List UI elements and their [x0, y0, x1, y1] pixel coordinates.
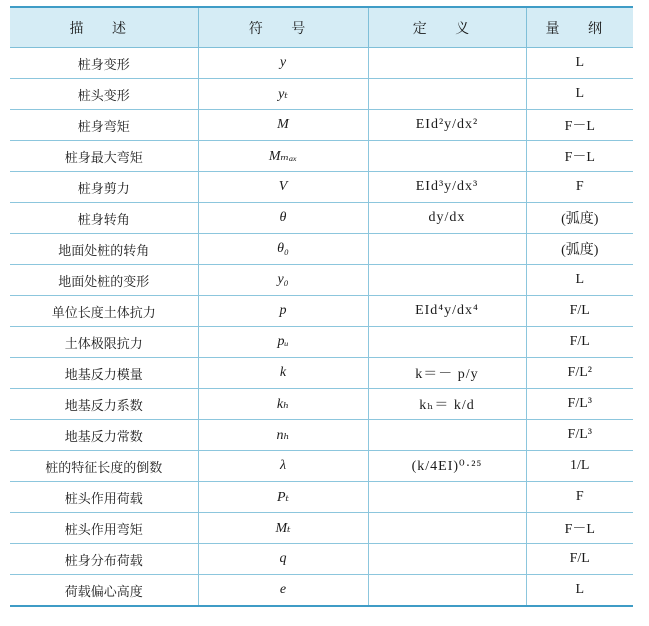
definition-cell — [368, 544, 526, 575]
description-cell: 桩身弯矩 — [10, 110, 198, 141]
definition-cell — [368, 265, 526, 296]
symbol-cell: y₀ — [198, 265, 368, 296]
table-row — [10, 234, 633, 265]
dimension-cell: L — [526, 79, 633, 110]
table-row — [10, 451, 633, 482]
dimension-cell: L — [526, 575, 633, 607]
table-row — [10, 513, 633, 544]
dimension-cell: F/L³ — [526, 389, 633, 420]
definition-cell — [368, 327, 526, 358]
table-row — [10, 48, 633, 79]
symbol-cell: Mₜ — [198, 513, 368, 544]
symbol-cell: nₕ — [198, 420, 368, 451]
dimension-cell: F/L — [526, 327, 633, 358]
symbol-cell: θ — [198, 203, 368, 234]
description-cell: 桩身变形 — [10, 48, 198, 79]
description-cell: 荷载偏心高度 — [10, 575, 198, 607]
definition-cell — [368, 48, 526, 79]
table-row — [10, 172, 633, 203]
dimension-cell: (弧度) — [526, 203, 633, 234]
description-cell: 地基反力常数 — [10, 420, 198, 451]
description-cell: 地面处桩的变形 — [10, 265, 198, 296]
definition-cell — [368, 575, 526, 607]
dimension-cell: F/L² — [526, 358, 633, 389]
description-cell: 桩头作用弯矩 — [10, 513, 198, 544]
table-row — [10, 420, 633, 451]
dimension-cell: F－L — [526, 110, 633, 141]
dimension-cell: (弧度) — [526, 234, 633, 265]
symbol-cell: Mₘₐₓ — [198, 141, 368, 172]
table-container — [10, 6, 633, 607]
table-body — [10, 48, 633, 607]
definition-cell — [368, 420, 526, 451]
description-cell: 桩身最大弯矩 — [10, 141, 198, 172]
dimension-cell: F/L — [526, 296, 633, 327]
table-row — [10, 544, 633, 575]
table-row — [10, 389, 633, 420]
description-cell: 地基反力系数 — [10, 389, 198, 420]
description-cell: 地基反力模量 — [10, 358, 198, 389]
description-cell: 单位长度土体抗力 — [10, 296, 198, 327]
dimension-cell: F — [526, 172, 633, 203]
table-row — [10, 141, 633, 172]
definition-cell: EId⁴y/dx⁴ — [368, 296, 526, 327]
symbol-cell: V — [198, 172, 368, 203]
dimension-cell: 1/L — [526, 451, 633, 482]
definition-cell — [368, 141, 526, 172]
table-row — [10, 296, 633, 327]
symbol-cell: θ₀ — [198, 234, 368, 265]
table-row — [10, 575, 633, 607]
definition-cell — [368, 482, 526, 513]
symbol-cell: y — [198, 48, 368, 79]
symbol-cell: e — [198, 575, 368, 607]
description-cell: 土体极限抗力 — [10, 327, 198, 358]
dimension-cell: F — [526, 482, 633, 513]
definition-cell: EId²y/dx² — [368, 110, 526, 141]
description-cell: 桩头变形 — [10, 79, 198, 110]
header-dimension: 量 纲 — [526, 7, 633, 48]
dimension-cell: F－L — [526, 513, 633, 544]
definition-cell: kₕ＝ k/d — [368, 389, 526, 420]
description-cell: 地面处桩的转角 — [10, 234, 198, 265]
description-cell: 桩身转角 — [10, 203, 198, 234]
definition-cell — [368, 79, 526, 110]
symbol-cell: λ — [198, 451, 368, 482]
symbol-cell: Pₜ — [198, 482, 368, 513]
symbol-cell: k — [198, 358, 368, 389]
table-row — [10, 482, 633, 513]
symbol-cell: yₜ — [198, 79, 368, 110]
definition-cell: EId³y/dx³ — [368, 172, 526, 203]
definition-cell: k＝－ p/y — [368, 358, 526, 389]
symbol-cell: kₕ — [198, 389, 368, 420]
description-cell: 桩身分布荷载 — [10, 544, 198, 575]
table-row — [10, 110, 633, 141]
description-cell: 桩的特征长度的倒数 — [10, 451, 198, 482]
description-cell: 桩头作用荷载 — [10, 482, 198, 513]
definition-cell: dy/dx — [368, 203, 526, 234]
header-definition: 定 义 — [368, 7, 526, 48]
table-row — [10, 265, 633, 296]
dimension-cell: L — [526, 48, 633, 79]
header-description: 描 述 — [10, 7, 198, 48]
header-symbol: 符 号 — [198, 7, 368, 48]
definition-cell: (k/4EI)⁰·²⁵ — [368, 451, 526, 482]
dimension-cell: F－L — [526, 141, 633, 172]
table-row — [10, 203, 633, 234]
dimension-cell: F/L — [526, 544, 633, 575]
symbol-cell: M — [198, 110, 368, 141]
table-header-row — [10, 7, 633, 48]
table-row — [10, 327, 633, 358]
symbol-table — [10, 6, 633, 607]
definition-cell — [368, 234, 526, 265]
symbol-cell: q — [198, 544, 368, 575]
dimension-cell: F/L³ — [526, 420, 633, 451]
table-row — [10, 358, 633, 389]
dimension-cell: L — [526, 265, 633, 296]
table-row — [10, 79, 633, 110]
definition-cell — [368, 513, 526, 544]
symbol-cell: p — [198, 296, 368, 327]
symbol-cell: pᵤ — [198, 327, 368, 358]
description-cell: 桩身剪力 — [10, 172, 198, 203]
